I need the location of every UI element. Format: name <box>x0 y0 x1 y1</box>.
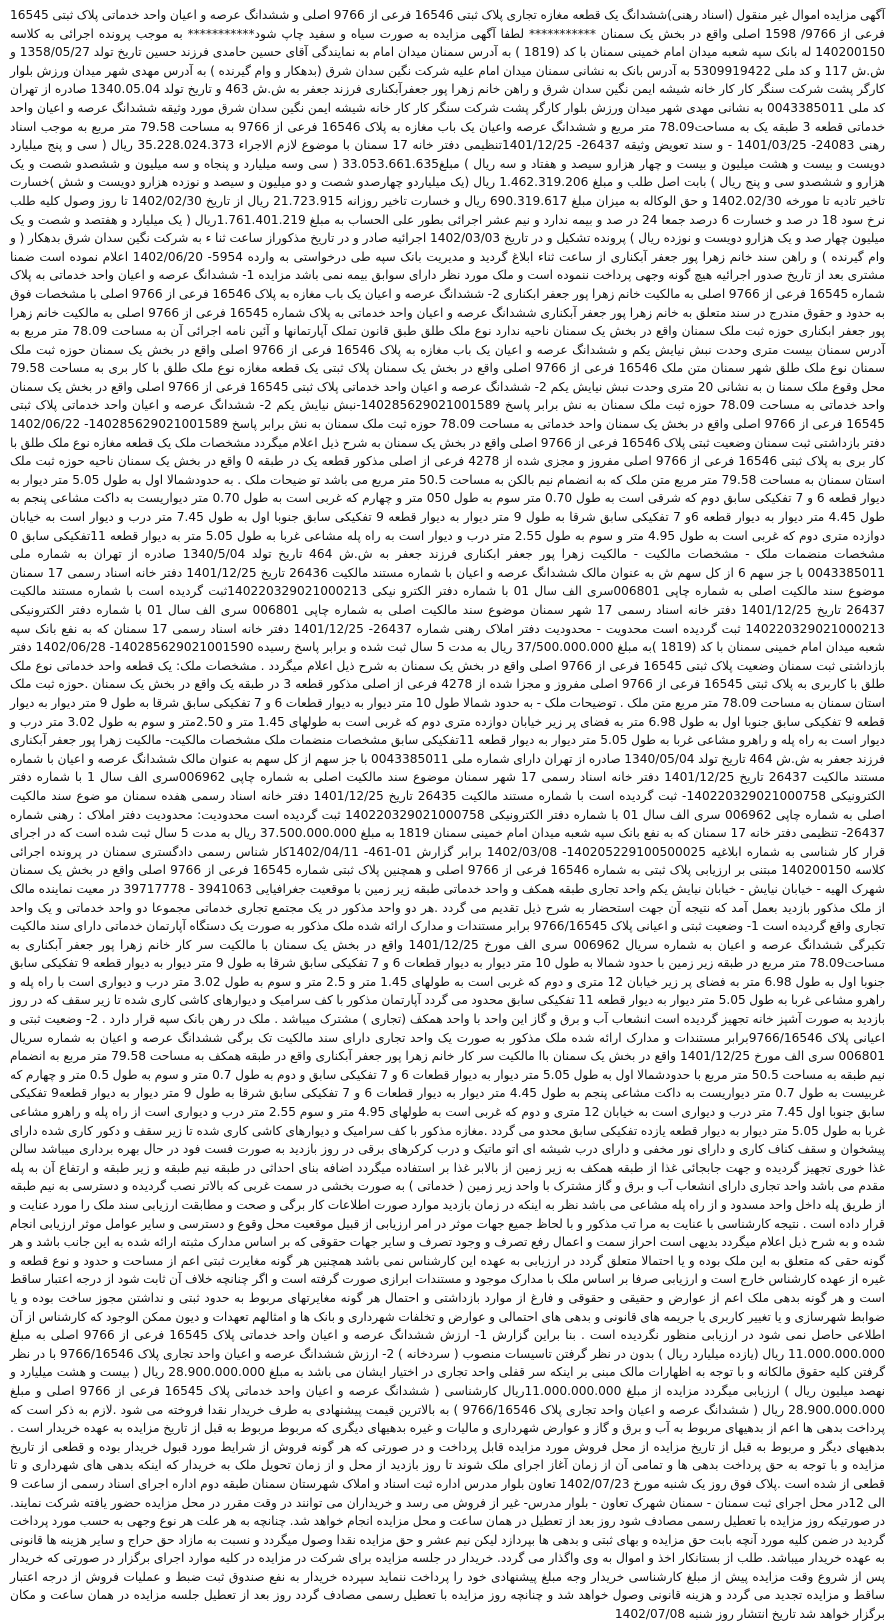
publication-date-label: تاریخ انتشار روز شنبه <box>688 1607 796 1622</box>
notice-body <box>10 6 885 1624</box>
publication-line <box>615 1607 796 1621</box>
notice-text: آگهی مزایده اموال غیر منقول (اسناد رهنی)ششدانگ یک قطعه مغازه تجاری پلاک ثبتی 16546 فرعی از 9766 اصلی و ششدانگ عرصه و اعیان واحد خدماتی پلاک ثبتی 16545 فرعی از 9766/ 1598 اصلی واقع در بخش یک سمنان *********** لطفا آگهی مزایده به صورت سیاه و سفید چاپ شود*********** به موجب پرونده اجرائی به کلاسه 140200150 له بانک سپه شعبه میدان امام خمینی سمنان با کد (1819 ) به آدرس سمنان میدان امام به نمایندگی آقای حسین حامدی فرزند حسین تاریخ تولد 1358/05/27 و ش.ش 117 و کد ملی 5309919422 به آدرس بانک به نشانی سمنان میدان امام علیه شرکت نگین سدان شرق (بدهکار و وام گیرنده ) به آدرس مهدی شهر میدان ورزش بلوار کارگر پشت شرکت سنگر کار کار خانه شیشه ایمن نگین سدان شرق و راهن خانم زهرا پور جعفرآبکناری فرزند جعفر به ش.ش 463 و تاریخ تولد 1340.05.04 صادره از تهران کد ملی 0043385011 به نشانی مهدی شهر میدان ورزش بلوار کارگر پشت شرکت سنگر کار کار خانه شیشه ایمن نگین سدان شرق مورد وثیقه ششدانگ عرصه و اعیان واحد خدماتی قطعه 3 طبقه یک به مساحت78.09 متر مربع و ششدانگ عرصه واعیان یک باب مغازه به پلاک 16546 فرعی از 9766 به مساحت 79.58 متر مربع به موجب اسناد رهنی 24083- 1401/03/25 - و سند تعویض وثیقه 26437- 1401/12/25تنظیمی دفتر خانه 17 سمنان با موضوع لازم الاجراء 35.228.024.373 ریال ( سی و پنج میلیارد دویست و بیست و هشت میلیون و بیست و چهار هزارو سیصد و هفتاد و سه ریال ) مبلغ33.053.661.635 ( سی وسه میلیارد و پنجاه و سه میلیون و ششصدو شصت و یک هزارو و ششصدو سی و پنج ریال ) بابت اصل طلب و مبلغ 1.462.319.206 ریال (یک میلیاردو چهارصدو شصت و دو میلیون و سیصد و نوزده هزارو دویست و شش )خسارت تاخیر تادیه تا مورخه 1402.02/30 و حق الوکاله به میزان مبلغ 690.319.617 ریال و خسارت تاخیر روزانه 21.723.915 ریال از تاریخ 1402/02/30 تا روز وصول کلیه طلب نرخ سود 18 در صد و خسارت 6 درصد جمعا 24 در صد و بیمه ندارد و نیم عشر اجرائی بطور علی الحساب به مبلغ 1.761.401.219ریال ( یک میلیارد و هفتصد و شصت و یک میلیون چهار صد و یک هزارو دویست و نوزده ریال ) پرونده تشکیل و در تاریخ 1402/03/03 اجرائیه صادر و در تاریخ مذکوراز ساعت ثنا ء به شرکت نگین سدان شرق بدهکار ( و وام گیرنده ) و راهن سند خانم زهرا پور جعفر آبکناری از ساعت ثناء ابلاغ گردید و مدیریت بانک سپه طی درخواستی به وارده 5954- 1402/06/20 اعلام نموده است ضمنا مشتری بعد از تاریخ صدور اجرائیه هیچ گونه وجهی پرداخت ننموده است و ملک مورد نظر دارای سوابق بیمه نمی باشد مزایده 1- ششدانگ عرصه و اعیان واحد خدماتی به پلاک شماره 16545 فرعی از 9766 اصلی به مالکیت خانم زهرا پور جعفر ابکناری 2- ششدانگ عرصه و اعیان یک باب مغازه به پلاک 16546 فرعی از 9766 اصلی با مشخصات فوق به حدود و حقوق مندرج در سند متعلق به خانم زهرا پور جعفر آبکناری ششدانگ عرصه و اعیان واحد خدماتی به پلاک شماره 16545 فرعی از 9766 اصلی به مالکیت خانم زهرا پور جعفر ابکناری حوزه ثبت ملک سمنان واقع در بخش یک سمنان ناحیه ندارد نوع ملک طلق طبق قانون تملک آپارتمانها و آئین نامه اجرائی آن به مساحت 78.09 متر مربع به آدرس سمنان بیست متری وحدت نبش نیایش یکم و ششدانگ عرصه و اعیان یک باب مغازه به پلاک 16546 فرعی از 9766 اصلی واقع در بخش یک سمنان حوزه ثبت ملک سمنان نوع ملک طلق شهر سمنان متن ملک 16546 فرعی از 9766 اصلی واقع در بخش یک سمنان پلاک ثبتی یک قطعه مغازه نوع ملک طلق با کار بری به مساحت 79.58 محل وقوع ملک سمنا ن به نشانی 20 متری وحدت نبش نیایش یکم 2- ششدانگ عرصه و اعیان واحد خدماتی پلاک ثبتی 16545 فرعی از 9766 اصلی واقع در بخش یک سمنان واحد خدماتی به مساحت 78.09 حوزه ثبت ملک سمنان به نش برابر پاسخ 140285629021001589-نبش نیایش یکم 2- ششدانگ عرصه و اعیان واحد خدماتی پلاک ثبتی 16545 فرعی از 9766 اصلی واقع در بخش یک سمنان واحد خدماتی به مساحت 78.09 حوزه ثبت ملک سمنان به نش برابر پاسخ 140285629021001589- 1402/06/22 دفتر بازداشتی ثبت سمنان وضعیت ثبتی پلاک 16546 فرعی از 9766 اصلی واقع در بخش یک سمنان به شرح ذیل اعلام میگردد مشخصات ملک یک قطعه مغازه نوع ملک طلق با کار بری به پلاک ثبتی 16546 فرعی از 9766 اصلی مفروز و مجزی شده از 4278 فرعی از اصلی مذکور قطعه یک در طبقه 0 واقع در بخش یک سمنان ناحیه حوزه ثبت ملک استان سمنان به مساحت 79.58 متر مربع متن ملک که به انضمام نیم بالکن به مساحت 50.5 متر مربع می باشد تو ضیحات ملک . به حدودشمالا اول به طول 5.05 متر دیوار به دیوار قطعه 6 و 7 تفکیکی سابق دوم که شرقی است به طول 0.70 متر سوم به طول 050 متر و چهارم که غربی است به طول 0.70 متر دیواریست به داکت مشاعی پنجم به طول 4.45 متر دیوار به دیوار قطعه 6و 7 تفکیکی سابق شرقا به طول 9 متر دیوار به دیوار قطعه 9 تفکیکی سابق جنوبا اول به طول 7.45 متر درب و دیوار است به خیابان دوازده متری دوم که غربی است به طول 4.95 متر و سوم به طول 2.55 متر درب و دیوار است به راه پله مشاعی غربا به طول 5.05 متر به دیوار قطعه 11تفکیکی سابق 0 مشخصات منضمات ملک - مشخصات مالکیت - مالکیت زهرا پور جعفر ابکناری فرزند جعفر به ش.ش 464 تاریخ تولد 1340/5/04 صادره از تهران به شماره ملی 0043385011 با جز سهم 6 از کل سهم ش به عنوان مالک ششدانگ عرصه و اعیان با شماره مستند مالکیت 26436 تاریخ 1401/12/25 دفتر خانه اسناد رسمی 17 سمنان موضوع سند مالکیت اصلی به شماره چاپی 006801سری الف سال 01 با شماره دفتر الکترو نیکی 140220329021000213ثبت گردیده است با شماره مستند مالکیت 26437 تاریخ 1401/12/25 دفتر خانه اسناد رسمی 17 شهر سمنان موضوع سند مالکیت اصلی به شماره چاپی 006801 سری الف سال 01 با شماره دفتر الکترونیکی 140220329021000213 ثبت گردیده است محدویت - محدودیت دفتر املاک رهنی شماره 26437- 1401/12/25 دفتر خانه اسناد رسمی 17 سمنان که به نفع بانک سپه شعبه میدان امام خمینی سمنان با کد (1819 )به مبلغ 37/500.000.000 ریال به مدت 5 سال ثبت شده و برابر پاسخ رسیده 140285629021001590- 1402/06/28 دفتر بازداشتی ثبت سمنان وضعیت پلاک ثبتی 16545 فرعی از 9766 اصلی واقع در بخش یک سمنان به شرح ذیل اعلام میگردد . مشخصات ملک: یک قطعه واحد خدماتی نوع ملک طلق با کاربری به پلاک ثبتی 16545 فرعی از 9766 اصلی مفروز و مجزا شده از 4278 فرعی از اصلی مذکور قطعه 3 در طبقه یک واقع در بخش یک سمنان .حوزه ثبت ملک استان سمنان به مساحت 78.09 متر مربع متن ملک . توضیحات ملک - به حدود شمالا طول 10 متر دیوار به دیوار قطعات 6 و 7 تفکیکی سابق شرقا به طول 9 متر دیوار به دیوار قطعه 9 تفکیکی سابق جنوبا اول به طول 6.98 متر به فضای پر زیر خیابان دوازده متری دوم که غربی است به طولهای 1.45 متر و 2.50متر و سوم به طول 3.02 متر درب و دیوار است به راه پله و راهرو مشاعی غربا به طول 5.05 متر دیوار به دیوار قطعه 11تفکیکی سابق مشخصات منضمات ملک مشخصات مالکیت- مالکیت زهرا پور جعفر آبکناری فرزند جعفر به ش.ش 464 تاریخ تولد 1340/05/04 صادره از تهران دارای شماره ملی 0043385011 با جز سهم از کل سهم به عنوان مالک ششدانگ عرصه و اعیان با شماره مستند مالکیت 26437 تاریخ 1401/12/25 دفتر خانه اسناد رسمی 17 شهر سمنان موضوع سند مالکیت اصلی به شماره چاپی 006962سری الف سال 1 با شماره دفتر الکترونیکی 140220329021000758- ثبت گردیده است با شماره مستند مالکیت 26435 تاریخ 1401/12/25 دفتر خانه اسناد رسمی هفده سمنان مو ضوع سند مالکیت اصلی به شماره چاپی 006962 سری الف سال 01 با شماره دفتر الکترونیکی 140220329021000758 ثبت گردیده است محدودیت: محدودیت دفتر املاک : رهنی شماره 26437- تنظیمی دفتر خانه 17 سمنان که به نفع بانک سپه شعبه میدان امام خمینی سمنان 1819 به مبلغ 37.500.000.000 ریال به مدت 5 سال ثبت شده است که در اجرای قرار کار شناسی به شماره ابلاغیه 140205229100500025- 1402/03/08 برابر گزارش 01-461- 1402/04/11کار شناس رسمی دادگستری سمنان در پرونده اجرائی کلاسه 140200150 مبتنی بر ارزیابی پلاک ثبتی به شماره 16546 فرعی از 9766 اصلی و همچنین پلاک ثبتی شماره 16545 فرعی از 9766 اصلی واقع در بخش یک سمنان شهرک الهیه - خیابان نیایش - خیابان نیایش یکم واحد تجاری طبقه همکف و واحد خدماتی طبقه زیر زمین با موقعیت جغرافیایی 3941063 - 39717778 در معیت نماینده مالک از ملک مذکور بازدید بعمل آمد که نتیجه آن جهت استحضار به شرح ذیل تقدیم می گردد .هر دو واحد مذکور در یک مجتمع تجاری خدماتی مجموعا دو واحد خدماتی و یک واحد تجاری واقع گردیده است 1- وضعیت ثبتی و اعیانی پلاک 9766/16545 برابر مستندات و مدارک ارائه شده ملک مذکور به صورت یک دستگاه آپارتمان خدماتی دارای سند مالکیت تکبرگی ششدانگ عرصه و اعیان به شماره سریال 006962 سری الف مورخ 1401/12/25 واقع در بخش یک سمنان با مالکیت سر کار خانم زهرا پور جعفر آبکناری به مساحت78.09 متر مربع در طبقه زیر زمین با حدود شمالا به طول 10 متر دیوار به دیوار قطعات 6 و 7 تفکیکی سابق شرقا به طول 9 متر دیوار به دیوار قطعه 9 تفکیکی سابق جنوبا اول به طول 6.98 متر به فضای پر زیر خیابان 12 متری و دوم که غربی است به طولهای 1.45 متر و 2.5 متر و سوم به طول 3.02 متر درب و دیواری است با راه پله و راهرو مشاعی غربا به طول 5.05 متر دیوار به دیوار قطعه 11 تفکیکی سابق محدود می گردد آپارتمان مذکور با کف سرامیک و دیوارهای کاشی کاری شده تا زیر سقف که در روز بازدید به صورت آشپز خانه تجهیز گردیده است انشعاب آب و برق و گاز این واحد با واحد همکف (تجاری ) مشترک میباشد . ملک در رهن بانک سپه قرار دارد . 2- وضعیت ثبتی و اعیانی پلاک 9766/16546برابر مستندات و مدارک ارائه شده ملک مذکور به صورت یک واحد تجاری دارای سند مالکیت تک برگی ششدانگ عرصه و اعیان به شماره سریال 006801 سری الف مورخ 1401/12/25 واقع در بخش یک سمنان باا مالکیت سر کار خانم زهرا پور جعفر آبکناری واقع در طبقه همکف به مساحت 79.58 متر مربع به انضمام نیم طبقه به مساحت 50.5 متر مربع با حدودشمالا اول به طول 5.05 متر دیوار به دیوار قطعات 6 و 7 تفکیکی سابق و دوم به طول 0.7 متر و سوم به طول 0.5 متر و چهارم که غربیست به طول 0.7 متر دیواریست به داکت مشاعی پنجم به طول 4.45 متر دیوار به دیوار قطعات 6 و 7 تفکیکی سابق شرقا به طول 9 متر دیوار به دیوار قطعه9 تفکیکی سابق جنوبا اول 7.45 متر درب و دیواری است به خیابان 12 متری و دوم که غربی است به طولهای 4.95 متر و سوم 2.55 متر درب و دیواری است از راه پله و راهرو مشاعی غربا به طول 5.05 متر دیوار به دیوار قطعه یازده تفکیکی سابق محدو می گردد .مغازه مذکور با کف سرامیک و دیوارهای کاشی کاری شده تا زیر سقف و دکور کاری شده دارای پیشخوان و سقف کناف کاری و دارای نور مخفی و دارای درب شیشه ای اتو ماتیک و درب کرکرهای برقی در روز بازدید به صورت فست فود در حال بهره برداری میباشد سالن غذا خوری تجهیز گردیده و جهت جابجائی غذا از طبقه همکف به زیر زمین از بالابر غذا بر استفاده میگردد اضافه بنای احداثی در طبقه نیم طبقه و زیر طبقه و ارتفاع آن به پله مقدم می باشد واحد تجاری دارای انشعاب آب و برق و گاز مشترک با واحد زیر زمین ( خدماتی ) به صورت بخشی در سمت غربی که بالاتر نصب گردیده و دسترسی به نیم طبقه از طریق پله داخل واحد مسدود و از راه پله مشاعی می باشد نظر به اینکه در زمان بازدید موارد صورت اطلاعات کار برگی و صحت و مطابقت ارزیابی سند ملک را مورد عنایت و قرار داده است . نتیجه کارشناسی با عنایت به مرا تب مذکور و با لحاظ جمیع جهات موثر در امر ارزیابی از قبیل موقعیت محل وقوع و دسترسی و سایر عوامل موثر ارزیابی انجام شده و به شرح ذیل اعلام میگردد بدیهی است احراز سمت و اعمال رفع تصرف و وجود تصرف و سایر جهات حقوقی که بر اساس مدارک مثبته ارائه شده به این جانب باشد و هر گونه حقی که متعلق به این ملک بوده و یا احتمالا متعلق گردد در ارزیابی به عهده این کارشناس نمی باشد همچنین هر گونه مغایرت ثبتی اعم از مساحت و حدود و نوع قطعه و غیره از عهده کارشناس خارج است و ارزیابی صرفا بر اساس ملک با مدارک موجود و مستندات ابرازی صورت گرفته است و اگر چنانچه خلاف آن ثابت شود از درجه اعتبار ساقط است و هر گونه بدهی ملک اعم از عوارض و حقیقی و حقوقی و فارغ از موارد بازداشتی و احتمال هر گونه مغایرتهای مربوط به حدود ثبتی و نداشتن مجوز ساخت بوده و یا ضوابط شهرسازی و یا تغییر کاربری یا جریمه های قانونی و بدهی های احتمالی و عوارض و تخلفات شهرداری و بانک ها و امثالهم تعهدات و دیون ممکن الوجود که کارشناس از آن اطلاعی حاصل نمی شود در ارزیابی منظور نگردیده است . بنا براین گزارش 1- ارزش ششدانگ عرصه و اعیان واحد خدماتی پلاک 16545 فرعی از 9766 اصلی به مبلغ 11.000.000.000 ریال (یازده میلیارد ریال ) بدون در نظر گرفتن تاسیسات منصوب ( سردخانه ) 2- ارزش ششدانگ عرصه و اعیان واحد تجاری پلاک 9766/16546 با در نظر گرفتن کلیه حقوق مالکانه و با توجه به اظهارات مالک مبنی بر اینکه سر قفلی واحد تجاری در اختیار ایشان می باشد به مبلغ 28.900.000.000 ریال ( بیست و هشت میلیارد و نهصد میلیون ریال ) ارزیابی میگردد مزایده از مبلغ 11.000.000.000ریال کارشناسی ( ششدانگ عرصه و اعیان واحد خدماتی پلاک 16545 فرعی از 9766 اصلی و مبلغ 28.900.000.000 ریال ( ششدانگ عرصه و اعیان واحد تجاری پلاک 9766/16546 ) به بالاترین قیمت پیشنهادی به طرف خریدار نقدا فروخته می شود .لازم به ذکر است که پرداخت بدهی ها اعم از بدهیهای مربوط به آب و برق و گاز و عوارض شهرداری و مالیات و غیره بدهیهای دیگری که مربوط مربوط به قبل از تاریخ مزایده به عهده خریدار است . بدهیهای دیگر و مربوط به قبل از تاریخ مزایده از محل فروش مورد مزایده قابل پرداخت و در صورتی که هر گونه فروش از شرایط مورد قبول خریدار بوده و قطعی از تاریخ مزایده و با توجه به حق پرداخت بدهی ها و تمامی آن از زمان آغاز اجرای ملک شوند تا روز بازدید از محل و از زمان تحویل ملک به خریدار که اینکه بدهی های شهرداری و تا قطعی از شده است .پلاک فوق روز یک شنبه مورخ 1402/07/23 تعاون بلوار مدرس اداره ثبت اسناد و املاک شهرستان سمنان طبقه دوم اداره اجرای اسناد رسمی از ساعت 9 الی 12در محل اجرای ثبت سمنان - سمنان شهرک تعاون - بلوار مدرس- غیر از فروش می رسد و خریداران می توانند در وقت مقرر در محل مزایده حضور یافته شرکت نمایند. در صورتیکه روز مزایده با تعطیل رسمی مصادف شود روز بعد از تعطیل در همان ساعت و محل مزایده انجام خواهد شد. چنانچه به هر علت هر نوع وجهی به حسب مورد پرداخت گردید در ضمن کلیه مورد آنچه بابت حق مزایده و بهای ثبتی و بدهی ها بپردازد لیکن نیم عشر و حق مزایده نقدا وصول میگردد و نسبت به مازاد حق حراج و سایر هزینه ها قانونی به عهده خریدار میباشد. طلب از بستانکار اخذ و اموال به وی واگذار می گردد. خریدار در جلسه مزایده برای شرکت در مزایده در کلیه موارد اجرای برگزار در صورتی که خریدار پس از شروع وقت مزایده پیش از مبلغ کارشناسی خریدار وجه مبلغ پیشنهادی خود را پرداخت ننماید سپرده خریدار به نفع صندوق ثبت ضبط و عملیات فروش از درجه اعتبار ساقط و مزایده تجدید می گردد و هزینه قانونی وصول خواهد شد و چنانچه روز مزایده با تعطیل رسمی مصادف گردد روز بعد از تعطیل جلسه مزایده در همان ساعت و مکان برگزار خواهد شد <box>10 8 886 1622</box>
publication-date: 1402/07/08 <box>614 1607 686 1622</box>
